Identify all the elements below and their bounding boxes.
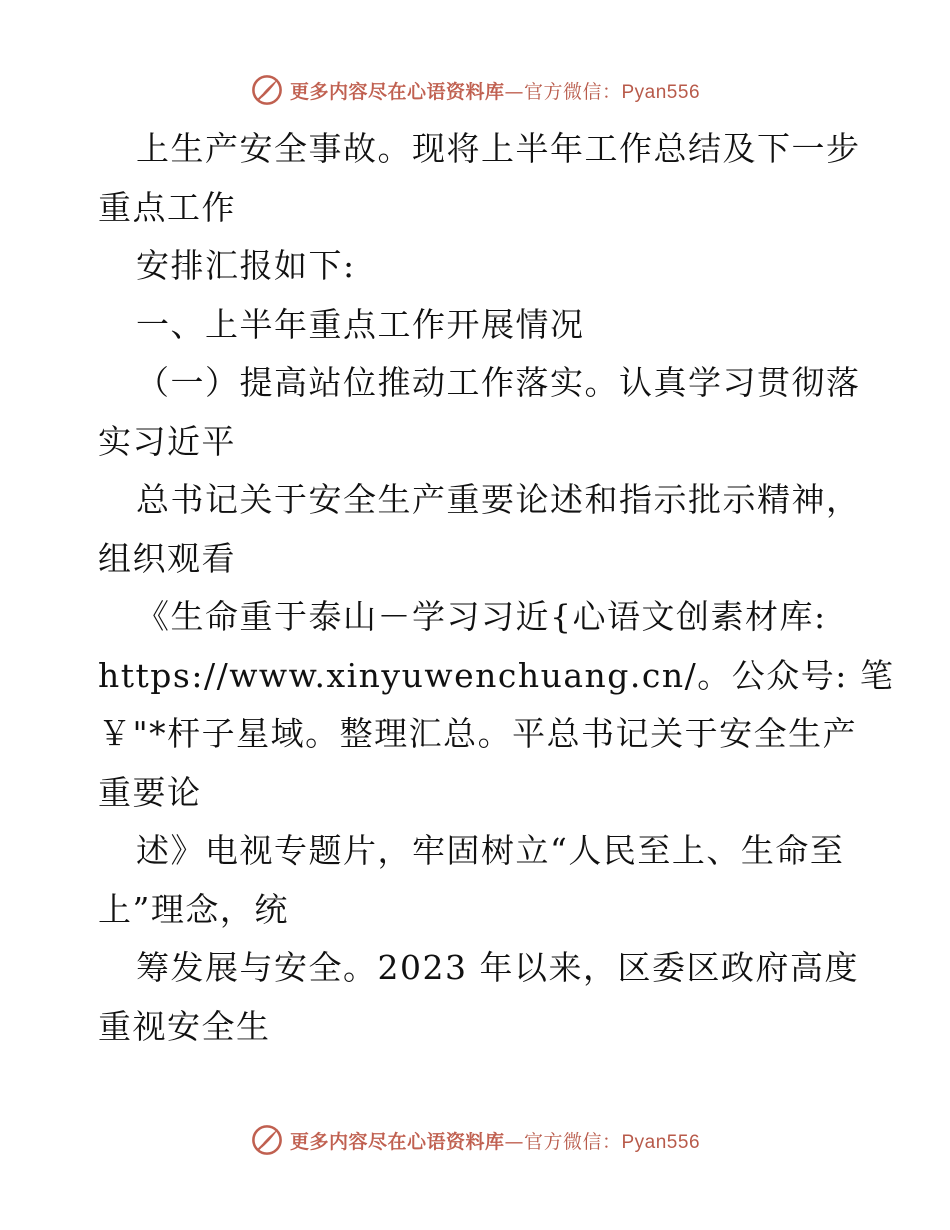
text-line: （一）提高站位推动工作落实。认真学习贯彻落 [136, 363, 861, 402]
text-line: ￥"*杆子星域。整理汇总。平总书记关于安全生产 [98, 714, 858, 753]
watermark-id: Pyan556 [621, 1131, 701, 1153]
text-line: 述》电视专题片，牢固树立“人民至上、生命至 [136, 831, 845, 870]
text-line: 一、上半年重点工作开展情况 [136, 304, 585, 344]
watermark-main-text: 更多内容尽在心语资料库 [289, 80, 505, 103]
watermark-sub-text: 官方微信： [523, 80, 622, 103]
document-body [98, 120, 895, 1056]
text-line: 组织观看 [98, 538, 236, 578]
quill-logo-icon [250, 73, 284, 107]
text-line: https://www.xinyuwenchuang.cn/。公众号: 笔 [98, 655, 895, 695]
watermark-separator: — [504, 1130, 524, 1153]
text-line: 重要论 [98, 772, 202, 812]
text-line: 安排汇报如下: [136, 246, 356, 285]
text-line: 上”理念，统 [98, 889, 289, 929]
header-watermark [0, 70, 950, 110]
text-line: 重点工作 [98, 187, 236, 227]
text-line: 《生命重于泰山－学习习近{心语文创素材库: [136, 597, 827, 636]
text-line: 总书记关于安全生产重要论述和指示批示精神， [136, 480, 861, 519]
watermark-sub-text: 官方微信： [523, 1130, 622, 1153]
watermark-separator: — [504, 80, 524, 103]
text-line: 实习近平 [98, 421, 236, 461]
text-line: 上生产安全事故。现将上半年工作总结及下一步 [136, 129, 861, 168]
footer-watermark [0, 1120, 950, 1160]
text-line: 筹发展与安全。2023 年以来，区委区政府高度 [136, 948, 859, 987]
watermark-main-text: 更多内容尽在心语资料库 [289, 1130, 505, 1153]
text-line: 重视安全生 [98, 1006, 271, 1046]
quill-logo-icon [250, 1123, 284, 1157]
watermark-id: Pyan556 [621, 81, 701, 103]
